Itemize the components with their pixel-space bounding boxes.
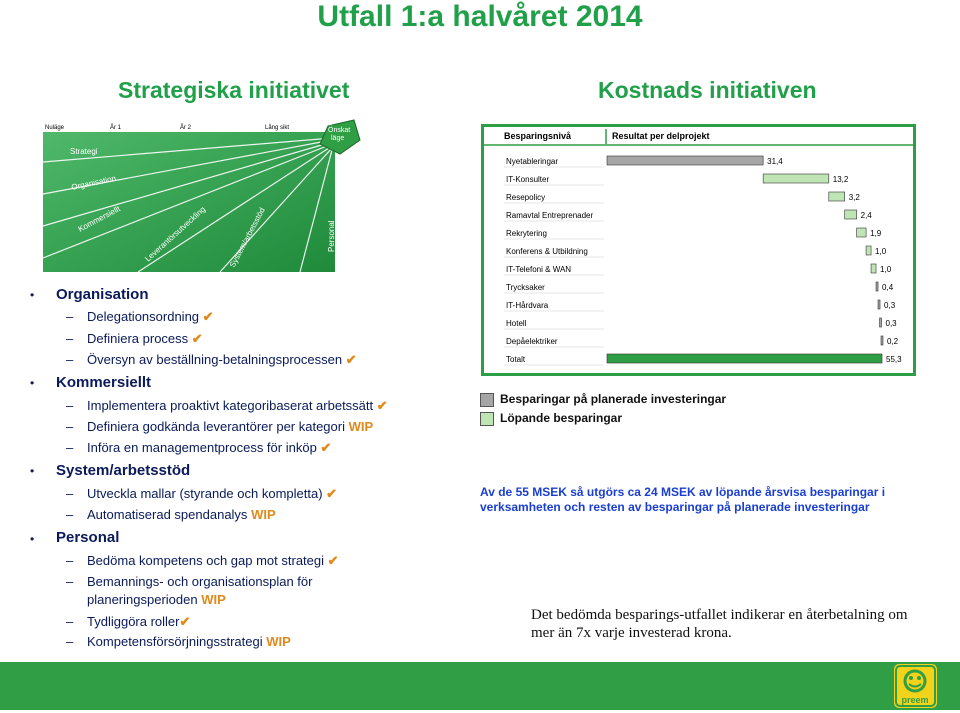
legend-swatch-planned	[480, 393, 494, 407]
dash: –	[66, 507, 74, 522]
section-heading-personal: Personal	[56, 529, 120, 546]
chart-category-label: Totalt	[506, 355, 526, 364]
roadmap-ray-0: Strategi	[70, 147, 98, 156]
item-definiera-leverantorer: Definiera godkända leverantörer per kategori WIP	[87, 419, 374, 434]
chart-value-label: 3,2	[848, 193, 860, 202]
item-roller: Tydliggöra roller✔	[87, 614, 191, 629]
chart-category-label: IT-Hårdvara	[506, 301, 549, 310]
section-heading-kommersiellt: Kommersiellt	[56, 374, 152, 391]
roadmap-ray-3: Leverantörsutveckling	[143, 204, 208, 264]
chart-value-label: 55,3	[886, 355, 902, 364]
chart-bar	[607, 156, 763, 165]
chart-category-label: Konferens & Utbildning	[506, 247, 588, 256]
chart-category-label: IT-Konsulter	[506, 175, 550, 184]
chart-bar	[857, 228, 866, 237]
savings-note: Av de 55 MSEK så utgörs ca 24 MSEK av löpande årsvisa besparingar i verksamheten och resten av besparingar på planerade investeringar	[480, 485, 886, 514]
chart-category-label: IT-Telefoni & WAN	[506, 265, 572, 274]
item-delegationsordning: Delegationsordning ✔	[87, 309, 214, 324]
bullet: •	[30, 288, 35, 302]
item-planeringsperioden: planeringsperioden WIP	[87, 592, 226, 607]
dash: –	[66, 309, 74, 324]
logo-text: preem	[901, 695, 929, 705]
item-implementera: Implementera proaktivt kategoribaserat arbetssätt ✔	[87, 398, 388, 413]
chart-value-label: 2,4	[860, 211, 872, 220]
chart-bar	[763, 174, 829, 183]
item-kompetens-gap: Bedöma kompetens och gap mot strategi ✔	[87, 553, 339, 568]
roadmap-ray-2: Kommersiellt	[76, 204, 122, 234]
dash: –	[66, 574, 74, 589]
roadmap-goal-0: Önskat	[328, 127, 351, 134]
chart-value-label: 0,2	[887, 337, 899, 346]
chart-bar	[607, 354, 882, 363]
bullet: •	[30, 532, 35, 546]
dash: –	[66, 398, 74, 413]
item-managementprocess: Införa en managementprocess för inköp ✔	[87, 440, 332, 455]
logo-mark-icon	[894, 664, 937, 708]
dash: –	[66, 440, 74, 455]
chart-bar	[881, 336, 883, 345]
left-subtitle: Strategiska initiativet	[118, 77, 350, 103]
chart-category-label: Trycksaker	[506, 283, 545, 292]
chart-bar	[880, 318, 882, 327]
chart-category-label: Resepolicy	[506, 193, 546, 202]
chart-value-label: 0,4	[882, 283, 894, 292]
chart-category-label: Hotell	[506, 319, 527, 328]
roadmap-goal-1: läge	[331, 135, 345, 142]
savings-chart	[484, 127, 913, 373]
chart-category-label: Rekrytering	[506, 229, 547, 238]
conclusion-text: Det bedömda besparings-utfallet indikerar en återbetalning om mer än 7x varje investerad krona.	[531, 607, 908, 641]
chart-category-label: Depåelektriker	[506, 337, 558, 346]
dash: –	[66, 352, 74, 367]
roadmap-ray-5: Personal	[327, 220, 336, 252]
chart-value-label: 0,3	[885, 319, 897, 328]
roadmap-diagram	[40, 118, 370, 278]
legend-swatch-running	[480, 412, 494, 426]
section-heading-organisation: Organisation	[56, 286, 149, 303]
dash: –	[66, 419, 74, 434]
page-title: Utfall 1:a halvåret 2014	[317, 0, 643, 33]
legend-label-running: Löpande besparingar	[500, 411, 623, 425]
initiatives-list	[30, 284, 450, 659]
roadmap-col-3: Lång sikt	[265, 125, 290, 131]
chart-header-right: Resultat per delprojekt	[612, 131, 710, 141]
chart-bar	[845, 210, 857, 219]
right-subtitle: Kostnads initiativen	[598, 77, 817, 103]
chart-value-label: 13,2	[832, 175, 849, 184]
dash: –	[66, 634, 74, 649]
roadmap-ray-4: System/arbetsstöd	[227, 206, 267, 269]
section-heading-system: System/arbetsstöd	[56, 462, 191, 479]
preem-logo	[894, 664, 937, 708]
roadmap-ray-1: Organisation	[70, 173, 117, 192]
chart-value-label: 31,4	[767, 157, 783, 166]
dash: –	[66, 331, 74, 346]
roadmap-col-1: År 1	[110, 125, 122, 131]
chart-bar	[878, 300, 880, 309]
item-mallar: Utveckla mallar (styrande och kompletta) ✔	[87, 486, 338, 501]
footer-bar	[0, 662, 960, 710]
item-spendanalys: Automatiserad spendanalys WIP	[87, 507, 276, 522]
chart-value-label: 1,0	[875, 247, 887, 256]
chart-value-label: 1,9	[870, 229, 882, 238]
bullet: •	[30, 376, 35, 390]
item-kompetensforsorjning: Kompetensförsörjningsstrategi WIP	[87, 634, 291, 649]
chart-bar	[871, 264, 876, 273]
chart-bar	[866, 246, 871, 255]
item-definiera-process: Definiera process ✔	[87, 331, 203, 346]
dash: –	[66, 553, 74, 568]
chart-category-label: Nyetableringar	[506, 157, 559, 166]
legend-label-planned: Besparingar på planerade investeringar	[500, 392, 727, 406]
chart-bar	[829, 192, 845, 201]
dash: –	[66, 486, 74, 501]
roadmap-col-0: Nuläge	[45, 125, 65, 131]
chart-category-label: Ramavtal Entreprenader	[506, 211, 594, 220]
chart-bar	[876, 282, 878, 291]
bullet: •	[30, 464, 35, 478]
chart-value-label: 1,0	[880, 265, 892, 274]
chart-value-label: 0,3	[884, 301, 896, 310]
item-oversyn: Översyn av beställning-betalningsprocessen ✔	[87, 352, 357, 367]
item-bemanning: Bemannings- och organisationsplan för	[87, 574, 313, 589]
dash: –	[66, 614, 74, 629]
chart-header-left: Besparingsnivå	[504, 131, 572, 141]
roadmap-col-2: År 2	[180, 125, 192, 131]
